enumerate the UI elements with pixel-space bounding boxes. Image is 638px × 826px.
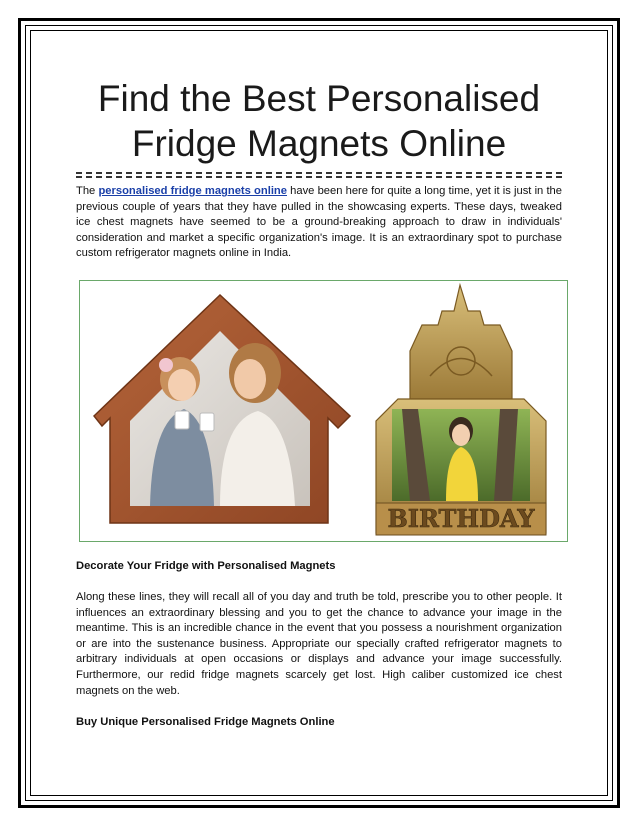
product-image (79, 280, 568, 542)
birthday-banner-text: BIRTHDAY (387, 504, 535, 533)
birthday-frame (376, 285, 546, 535)
product-illustration (80, 281, 567, 541)
section-body-decorate: Along these lines, they will recall all of you day and truth be told, prescribe you to other people. It influences an extraordinary blessing and you to get the chance to advance your image in the meantime. This is an incredible chance in the event that you possess a nourishment organization or are into the sustenance business. Appropriate our specially crafted refrigerator magnets to arbitrary individuals at open occasions or displays and advance your image successfully. Furthermore, our redid fridge magnets scarcely get lost. High caliber customized ice chest magnets on the web. (76, 591, 562, 697)
intro-paragraph (76, 184, 562, 262)
intro-lead: The (76, 185, 99, 197)
personalised-magnets-link[interactable]: personalised fridge magnets online (98, 185, 287, 197)
title-line-1: Find the Best Personalised (97, 78, 541, 119)
section-heading-buy: Buy Unique Personalised Fridge Magnets Online (76, 716, 335, 728)
page-title (60, 76, 578, 166)
title-divider (76, 172, 562, 178)
house-frame (94, 295, 350, 523)
intro-rest: have been here for quite a long time, yet it is just in the previous couple of years that they have pulled in the showcasing experts. These days, tweaked ice chest magnets have seemed to be a ground-breaking approach to draw in individuals' consideration and market a specific organization's image. It is an extraordinary spot to purchase custom refrigerator magnets online in India. (76, 185, 562, 260)
section-heading-decorate: Decorate Your Fridge with Personalised Magnets (76, 560, 336, 572)
title-line-2: Fridge Magnets Online (131, 123, 507, 164)
